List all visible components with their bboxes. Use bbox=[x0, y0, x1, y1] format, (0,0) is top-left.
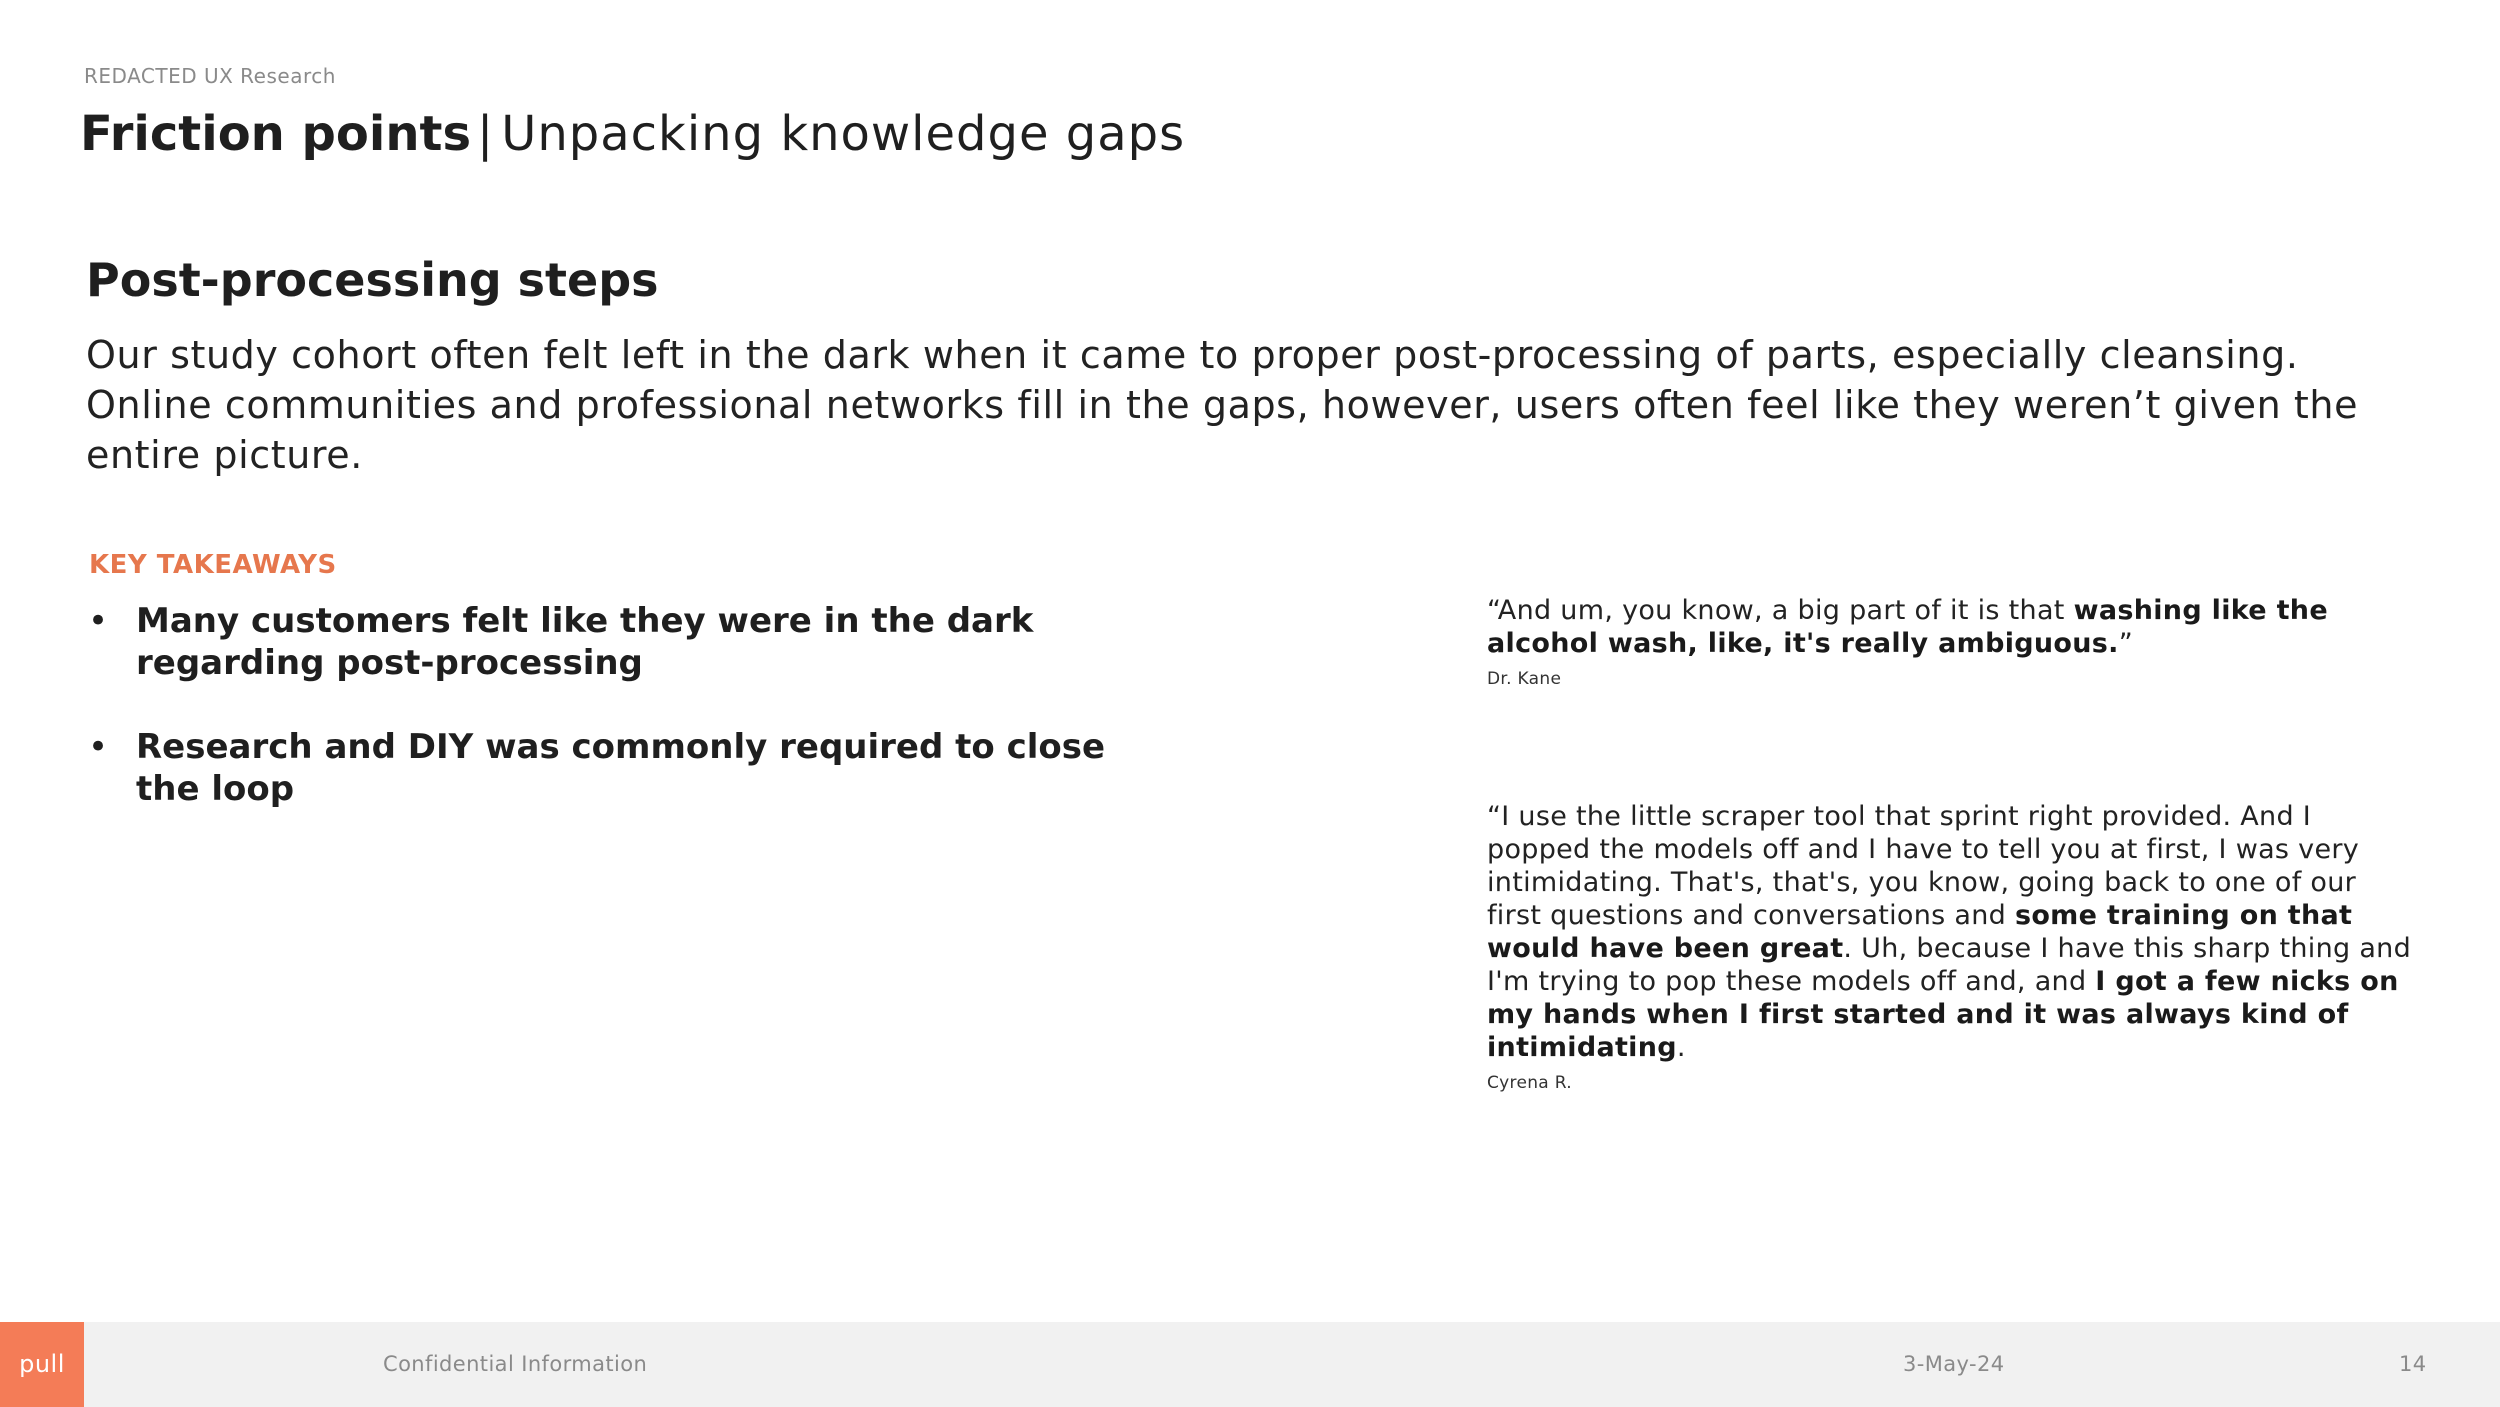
footer-page-number: 14 bbox=[2399, 1352, 2427, 1376]
quote-text bbox=[1487, 594, 2417, 660]
quote-text bbox=[1487, 800, 2417, 1064]
quote-segment-bold: washing like the alcohol wash, like, it's really ambiguous. bbox=[1487, 595, 2328, 659]
quote-segment-bold: some training on that would have been great bbox=[1487, 900, 2353, 964]
section-heading: Post-processing steps bbox=[86, 253, 659, 307]
quote-cyrena bbox=[1487, 800, 2417, 1094]
page-title-separator: | bbox=[477, 106, 494, 162]
footer-confidential: Confidential Information bbox=[383, 1352, 648, 1376]
quote-segment: “I use the little scraper tool that sprint right provided. And I popped the models off and I have to tell you at first, I was very intimidating. That's, that's, you know, going back to one of our first questions and conversations and bbox=[1487, 801, 2360, 931]
quote-segment: . Uh, because I have this sharp thing and I'm trying to pop these models off and, and bbox=[1487, 933, 2412, 997]
footer bbox=[0, 1322, 2500, 1407]
takeaway-item bbox=[86, 600, 1166, 684]
pull-logo: pull bbox=[0, 1322, 84, 1407]
quote-dr-kane bbox=[1487, 594, 2417, 690]
takeaway-text: Research and DIY was commonly required to close the loop bbox=[136, 727, 1106, 809]
bullet-icon: • bbox=[88, 601, 109, 641]
section-intro: Our study cohort often felt left in the dark when it came to proper post-processing of parts, especially cleansing. Online communities and professional networks fill in the gaps, however, users often feel like they weren’t given the entire picture. bbox=[86, 333, 2359, 477]
page-title-subtitle: Unpacking knowledge gaps bbox=[501, 106, 1186, 162]
takeaway-text: Many customers felt like they were in the dark regarding post-processing bbox=[136, 601, 1034, 683]
bullet-icon: • bbox=[88, 727, 109, 767]
quote-segment: ” bbox=[2118, 628, 2134, 659]
quote-segment-bold: I got a few nicks on my hands when I first started and it was always kind of intimidating bbox=[1487, 966, 2399, 1063]
page-title-main: Friction points bbox=[80, 106, 472, 162]
takeaway-item bbox=[86, 726, 1166, 810]
key-takeaways-list bbox=[86, 600, 1166, 852]
quote-author: Dr. Kane bbox=[1487, 669, 1562, 689]
quote-segment: “And um, you know, a big part of it is that bbox=[1487, 595, 2074, 626]
footer-date: 3-May-24 bbox=[1903, 1352, 2005, 1376]
quote-author: Cyrena R. bbox=[1487, 1073, 1572, 1093]
key-takeaways-label: KEY TAKEAWAYS bbox=[89, 550, 337, 580]
quote-segment: . bbox=[1676, 1032, 1686, 1063]
brand-label: REDACTED UX Research bbox=[84, 64, 336, 88]
page-title bbox=[80, 104, 1185, 164]
